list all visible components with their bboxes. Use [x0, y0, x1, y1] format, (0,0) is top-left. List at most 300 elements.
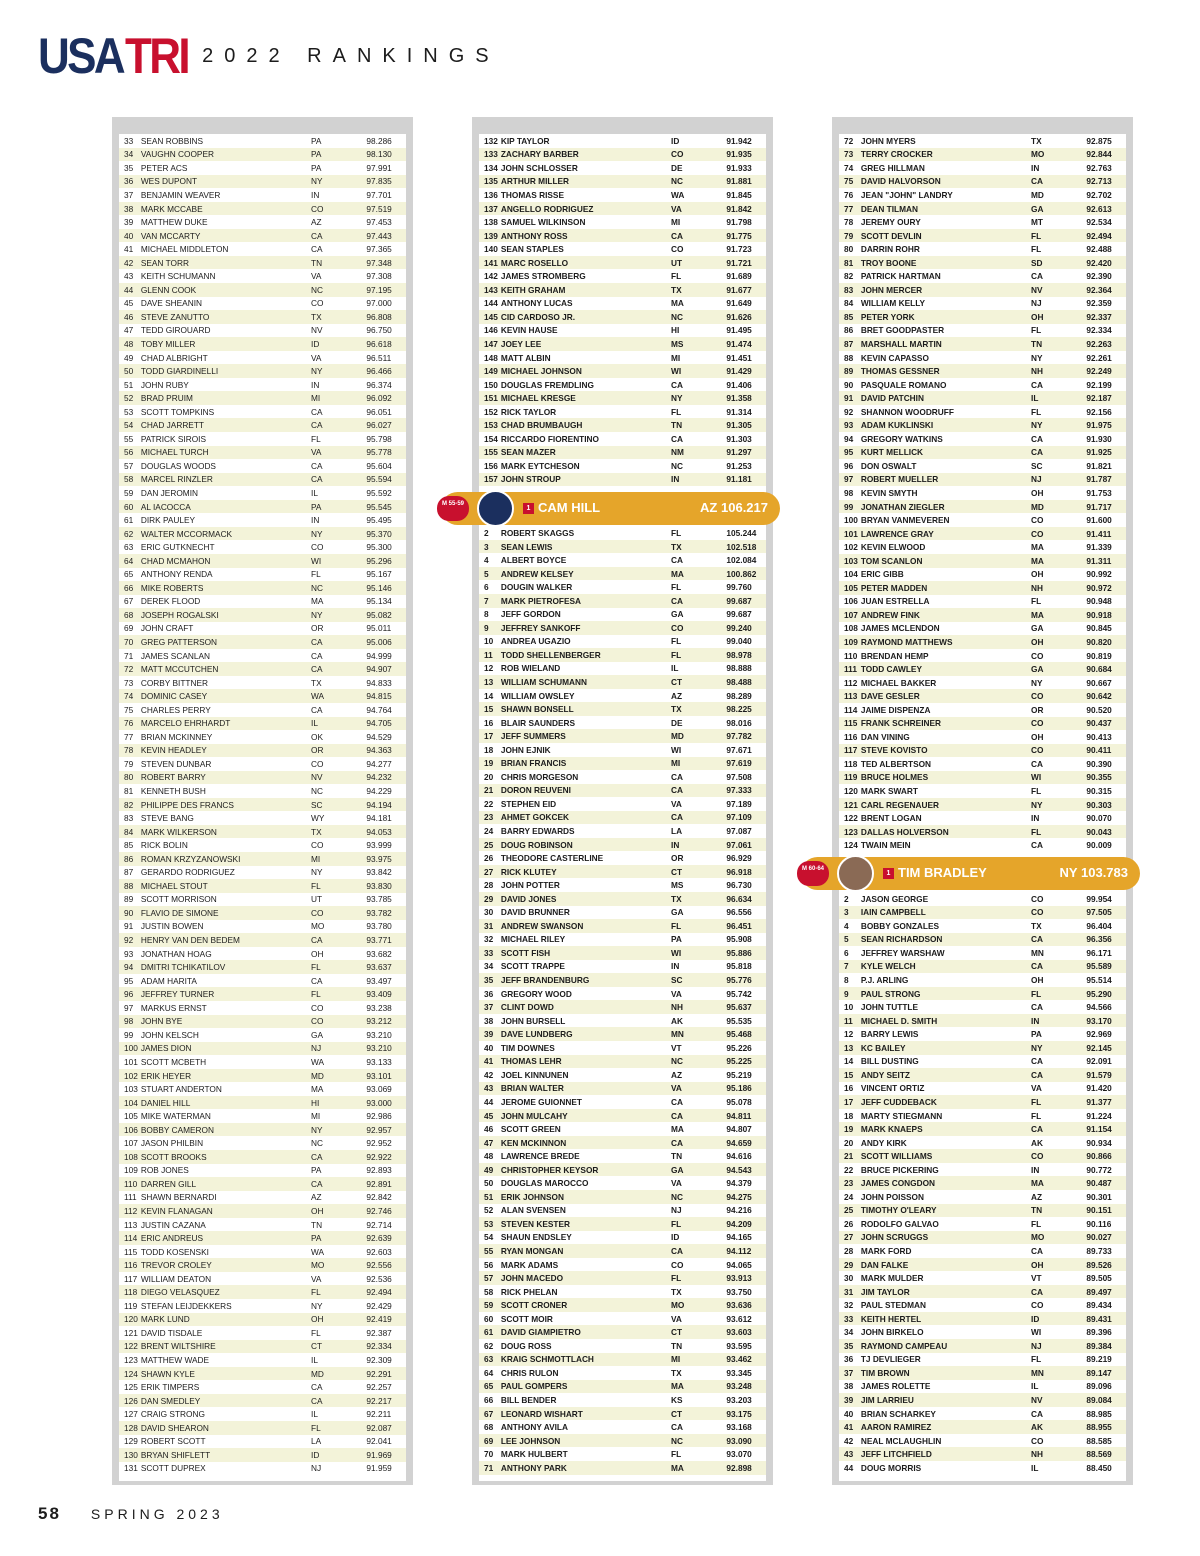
- state-cell: IN: [1031, 813, 1040, 824]
- state-cell: NY: [311, 1124, 323, 1135]
- rank-cell: 106: [124, 1124, 138, 1135]
- rank-cell: 126: [124, 1395, 138, 1406]
- rank-cell: 38: [484, 1015, 494, 1026]
- state-cell: FL: [671, 1218, 682, 1229]
- rank-cell: 85: [844, 311, 854, 322]
- name-cell: WILLIAM DEATON: [140, 1273, 212, 1284]
- name-cell: JOHN CRAFT: [140, 623, 194, 634]
- rank-cell: 4: [484, 555, 489, 566]
- ranking-row: [839, 1122, 1126, 1136]
- name-cell: ROBERT SCOTT: [140, 1436, 206, 1447]
- rank-cell: 18: [844, 1110, 854, 1121]
- state-cell: HI: [311, 1097, 320, 1108]
- state-cell: MS: [671, 338, 684, 349]
- rank-cell: 73: [844, 149, 854, 160]
- ranking-row: [119, 1285, 406, 1299]
- state-cell: MO: [311, 1260, 325, 1271]
- score-cell: 90.487: [1086, 1178, 1112, 1189]
- name-cell: JOHN SCHLOSSER: [500, 162, 578, 173]
- rank-cell: 93: [844, 420, 854, 431]
- rankings-list: [479, 526, 766, 1474]
- name-cell: CHAD ALBRIGHT: [140, 352, 208, 363]
- state-cell: UT: [311, 894, 323, 905]
- score-cell: 91.579: [1086, 1069, 1112, 1080]
- ranking-row: [119, 1123, 406, 1137]
- ranking-row: [839, 1136, 1126, 1150]
- score-cell: 93.133: [366, 1056, 392, 1067]
- rank-cell: 82: [124, 799, 134, 810]
- name-cell: BRUCE PICKERING: [860, 1164, 939, 1175]
- name-cell: GREGORY WATKINS: [860, 433, 943, 444]
- score-cell: 91.933: [726, 162, 752, 173]
- page-title: 2022 RANKINGS: [202, 44, 500, 67]
- score-cell: 92.536: [366, 1273, 392, 1284]
- name-cell: DAVID JONES: [500, 893, 557, 904]
- rank-cell: 111: [124, 1192, 137, 1203]
- state-cell: CA: [1031, 1056, 1043, 1067]
- state-cell: CO: [1031, 718, 1044, 729]
- state-cell: IN: [311, 189, 320, 200]
- state-cell: NY: [311, 176, 323, 187]
- ranking-row: [119, 1367, 406, 1381]
- state-cell: FL: [311, 1422, 321, 1433]
- ranking-row: [119, 229, 406, 243]
- name-cell: JOHN MULCAHY: [500, 1110, 568, 1121]
- ranking-row: [119, 161, 406, 175]
- name-cell: SEAN STAPLES: [500, 244, 564, 255]
- score-cell: 98.286: [366, 135, 392, 146]
- rank-cell: 28: [484, 880, 494, 891]
- ranking-row: [479, 1325, 766, 1339]
- athlete-photo: [477, 490, 514, 527]
- ranking-row: [479, 242, 766, 256]
- score-cell: 92.713: [1086, 176, 1112, 187]
- score-cell: 91.787: [1086, 474, 1112, 485]
- rank-cell: 40: [484, 1042, 494, 1053]
- rank-cell: 113: [124, 1219, 138, 1230]
- rank-cell: 42: [844, 1435, 854, 1446]
- state-cell: CO: [311, 758, 324, 769]
- name-cell: DAN JEROMIN: [140, 487, 198, 498]
- ranking-row: [119, 852, 406, 866]
- state-cell: TN: [671, 420, 683, 431]
- name-cell: MARSHALL MARTIN: [860, 338, 942, 349]
- state-cell: WA: [671, 189, 685, 200]
- state-cell: CA: [1031, 1069, 1043, 1080]
- ranking-row: [839, 892, 1126, 906]
- ranking-row: [479, 635, 766, 649]
- rank-cell: 63: [124, 542, 134, 553]
- name-cell: STEFAN LEIJDEKKERS: [140, 1300, 232, 1311]
- ranking-row: [839, 161, 1126, 175]
- rank-cell: 27: [484, 866, 494, 877]
- ranking-row: [479, 175, 766, 189]
- rank-cell: 67: [124, 596, 134, 607]
- ranking-row: [479, 608, 766, 622]
- score-cell: 93.070: [726, 1449, 752, 1460]
- score-cell: 91.429: [726, 366, 752, 377]
- state-cell: VA: [671, 1083, 682, 1094]
- rank-cell: 18: [484, 744, 494, 755]
- ranking-row: [839, 608, 1126, 622]
- ranking-row: [119, 906, 406, 920]
- score-cell: 92.145: [1086, 1042, 1112, 1053]
- ranking-row: [119, 622, 406, 636]
- state-cell: AK: [1031, 1422, 1043, 1433]
- state-cell: CO: [671, 244, 684, 255]
- rank-cell: 23: [484, 812, 494, 823]
- name-cell: JUSTIN CAZANA: [140, 1219, 206, 1230]
- score-cell: 90.411: [1086, 745, 1112, 756]
- name-cell: BILL DUSTING: [860, 1056, 919, 1067]
- ranking-row: [119, 635, 406, 649]
- score-cell: 95.798: [366, 433, 392, 444]
- state-cell: WA: [311, 691, 325, 702]
- age-group-leader-banner: [441, 492, 780, 525]
- rank-cell: 108: [124, 1151, 138, 1162]
- state-cell: GA: [311, 1029, 324, 1040]
- state-cell: CA: [1031, 1124, 1043, 1135]
- state-cell: MA: [1031, 555, 1044, 566]
- state-cell: CO: [311, 203, 324, 214]
- state-cell: ID: [671, 135, 680, 146]
- ranking-row: [479, 1339, 766, 1353]
- name-cell: KC BAILEY: [860, 1042, 906, 1053]
- name-cell: SCOTT FISH: [500, 947, 551, 958]
- age-group-leader-banner: [801, 857, 1140, 890]
- state-cell: LA: [671, 826, 683, 837]
- state-cell: WI: [311, 555, 322, 566]
- ranking-row: [839, 1000, 1126, 1014]
- ranking-row: [479, 865, 766, 879]
- rank-cell: 21: [844, 1151, 854, 1162]
- name-cell: ROMAN KRZYZANOWSKI: [140, 853, 241, 864]
- rank-cell: 90: [124, 907, 134, 918]
- state-cell: FL: [1031, 786, 1042, 797]
- name-cell: JAMES STROMBERG: [500, 271, 586, 282]
- rank-cell: 109: [844, 637, 858, 647]
- name-cell: THEODORE CASTERLINE: [500, 853, 604, 864]
- rank-cell: 30: [844, 1273, 854, 1284]
- name-cell: ERIK TIMPERS: [140, 1382, 200, 1393]
- rank-cell: 17: [484, 731, 494, 742]
- score-cell: 97.701: [366, 189, 392, 200]
- score-cell: 92.429: [366, 1300, 392, 1311]
- rank-cell: 40: [844, 1408, 854, 1419]
- ranking-row: [839, 351, 1126, 365]
- score-cell: 94.053: [366, 826, 392, 837]
- name-cell: WILLIAM KELLY: [860, 298, 926, 309]
- state-cell: TX: [311, 677, 322, 688]
- rank-cell: 50: [484, 1178, 494, 1189]
- state-cell: PA: [311, 162, 322, 173]
- score-cell: 92.534: [1086, 217, 1112, 228]
- ranking-row: [119, 1299, 406, 1313]
- ranking-row: [839, 540, 1126, 554]
- rank-cell: 66: [484, 1394, 494, 1405]
- score-cell: 90.303: [1086, 799, 1112, 810]
- score-cell: 96.634: [726, 893, 752, 904]
- rank-cell: 54: [124, 420, 134, 431]
- ranking-row: [119, 540, 406, 554]
- ranking-row: [479, 1434, 766, 1448]
- name-cell: DAVE LUNDBERG: [500, 1029, 573, 1040]
- state-cell: CO: [1031, 1435, 1044, 1446]
- state-cell: IN: [311, 515, 320, 526]
- rank-cell: 44: [844, 1462, 854, 1473]
- state-cell: CA: [671, 1110, 683, 1121]
- score-cell: 91.689: [726, 271, 752, 282]
- rank-cell: 113: [844, 691, 858, 702]
- name-cell: JOHN SCRUGGS: [860, 1232, 929, 1243]
- score-cell: 93.248: [726, 1381, 752, 1392]
- score-cell: 96.092: [366, 393, 392, 404]
- state-cell: NY: [671, 393, 683, 404]
- score-cell: 92.420: [1086, 257, 1112, 268]
- name-cell: DEAN TILMAN: [860, 203, 918, 214]
- name-cell: BRET GOODPASTER: [860, 325, 945, 336]
- rank-cell: 121: [124, 1327, 138, 1338]
- rank-cell: 81: [844, 257, 854, 268]
- state-cell: IN: [1031, 162, 1040, 173]
- state-cell: CO: [671, 1259, 684, 1270]
- rank-cell: 92: [124, 935, 134, 946]
- name-cell: JAMES CONGDON: [860, 1178, 936, 1189]
- rank-cell: 45: [124, 298, 134, 309]
- name-cell: MARK MULDER: [860, 1273, 924, 1284]
- rank-cell: 38: [124, 203, 134, 214]
- state-cell: CA: [671, 1422, 683, 1433]
- rank-cell: 111: [844, 664, 857, 675]
- ranking-row: [119, 595, 406, 609]
- state-cell: MN: [1031, 947, 1044, 958]
- ranking-row: [119, 757, 406, 771]
- name-cell: ALAN SVENSEN: [500, 1205, 566, 1216]
- name-cell: LEONARD WISHART: [500, 1408, 583, 1419]
- name-cell: MATTHEW WADE: [140, 1354, 210, 1365]
- score-cell: 93.782: [366, 907, 392, 918]
- rank-cell: 62: [124, 528, 134, 539]
- rank-cell: 42: [124, 257, 134, 268]
- score-cell: 89.434: [1086, 1300, 1112, 1311]
- score-cell: 94.543: [726, 1164, 752, 1175]
- rank-cell: 51: [124, 379, 134, 390]
- score-cell: 91.845: [726, 189, 752, 200]
- score-cell: 95.589: [1086, 961, 1112, 972]
- rank-cell: 57: [484, 1273, 494, 1284]
- rank-cell: 62: [484, 1340, 494, 1351]
- state-cell: NC: [671, 1435, 683, 1446]
- state-cell: PA: [1031, 1029, 1042, 1040]
- score-cell: 92.746: [366, 1205, 392, 1216]
- ranking-row: [839, 1082, 1126, 1096]
- ranking-row: [479, 202, 766, 216]
- name-cell: IAIN CAMPBELL: [860, 907, 926, 918]
- score-cell: 91.959: [366, 1463, 392, 1474]
- state-cell: UT: [671, 257, 683, 268]
- score-cell: 93.637: [366, 962, 392, 973]
- state-cell: SC: [311, 799, 323, 810]
- score-cell: 93.636: [726, 1300, 752, 1311]
- rank-cell: 35: [844, 1340, 854, 1351]
- rank-cell: 87: [844, 338, 854, 349]
- score-cell: 92.334: [366, 1341, 392, 1352]
- ranking-row: [839, 757, 1126, 771]
- state-cell: NH: [1031, 1449, 1043, 1460]
- rank-cell: 20: [484, 771, 494, 782]
- state-cell: CO: [1031, 1151, 1044, 1162]
- ranking-row: [839, 215, 1126, 229]
- name-cell: MARCELO EHRHARDT: [140, 718, 231, 729]
- name-cell: JOHN KELSCH: [140, 1029, 199, 1040]
- score-cell: 91.411: [1086, 528, 1112, 539]
- name-cell: TIM DOWNES: [500, 1042, 555, 1053]
- score-cell: 97.308: [366, 271, 392, 282]
- state-cell: MA: [311, 1084, 324, 1095]
- ranking-row: [479, 1285, 766, 1299]
- ranking-row: [839, 175, 1126, 189]
- ranking-row: [839, 1163, 1126, 1177]
- ranking-row: [479, 364, 766, 378]
- rank-cell: 15: [844, 1069, 854, 1080]
- score-cell: 90.667: [1086, 677, 1112, 688]
- state-cell: WA: [311, 1246, 325, 1257]
- score-cell: 88.450: [1086, 1462, 1112, 1473]
- name-cell: ANTHONY RENDA: [140, 569, 213, 580]
- state-cell: NC: [311, 1138, 323, 1149]
- score-cell: 93.203: [726, 1394, 752, 1405]
- ranking-row: [119, 1448, 406, 1462]
- name-cell: ARTHUR MILLER: [500, 176, 570, 187]
- state-cell: VA: [671, 988, 682, 999]
- name-cell: CHRIS RULON: [500, 1367, 559, 1378]
- ranking-row: [119, 974, 406, 988]
- score-cell: 96.750: [366, 325, 392, 336]
- rank-cell: 27: [844, 1232, 854, 1243]
- state-cell: MN: [1031, 1367, 1044, 1378]
- name-cell: JAMES SCANLAN: [140, 650, 210, 661]
- name-cell: AL IACOCCA: [140, 501, 191, 512]
- score-cell: 95.604: [366, 460, 392, 471]
- ranking-row: [839, 1149, 1126, 1163]
- state-cell: CO: [311, 542, 324, 553]
- state-cell: FL: [671, 636, 682, 647]
- leader-state-score: [700, 500, 768, 515]
- score-cell: 91.723: [726, 244, 752, 255]
- rank-cell: 93: [124, 948, 134, 959]
- rank-cell: 34: [484, 961, 494, 972]
- rank-cell: 12: [844, 1029, 854, 1040]
- score-cell: 89.497: [1086, 1286, 1112, 1297]
- score-cell: 91.358: [726, 393, 752, 404]
- rank-cell: 31: [844, 1286, 854, 1297]
- score-cell: 91.649: [726, 298, 752, 309]
- score-cell: 95.545: [366, 501, 392, 512]
- state-cell: GA: [671, 1164, 684, 1175]
- state-cell: OH: [1031, 731, 1044, 742]
- ranking-row: [119, 825, 406, 839]
- ranking-row: [839, 1109, 1126, 1123]
- state-cell: AZ: [671, 1069, 683, 1080]
- score-cell: 94.659: [726, 1137, 752, 1148]
- state-cell: AK: [1031, 1137, 1043, 1148]
- state-cell: OH: [311, 1205, 324, 1216]
- ranking-row: [119, 1394, 406, 1408]
- rank-cell: 44: [484, 1096, 494, 1107]
- rank-cell: 115: [124, 1246, 138, 1257]
- name-cell: SCOTT TOMPKINS: [140, 406, 215, 417]
- usatri-logo-tri: TRI: [124, 28, 188, 84]
- score-cell: 91.224: [1086, 1110, 1112, 1121]
- ranking-row: [839, 595, 1126, 609]
- rank-cell: 69: [484, 1435, 494, 1446]
- name-cell: AARON RAMIREZ: [860, 1422, 932, 1433]
- name-cell: BOBBY CAMERON: [140, 1124, 214, 1135]
- rank-cell: 34: [844, 1327, 854, 1338]
- ranking-row: [839, 1461, 1126, 1475]
- state-cell: GA: [671, 907, 684, 918]
- rank-cell: 120: [124, 1314, 138, 1325]
- leader-score: 103.783: [1081, 865, 1128, 880]
- score-cell: 92.875: [1086, 135, 1112, 146]
- name-cell: STEVE ZANUTTO: [140, 311, 210, 322]
- name-cell: PETER YORK: [860, 311, 915, 322]
- ranking-row: [119, 947, 406, 961]
- name-cell: NEAL MCLAUGHLIN: [860, 1435, 942, 1446]
- name-cell: DIRK PAULEY: [140, 515, 196, 526]
- ranking-row: [479, 229, 766, 243]
- state-cell: CO: [1031, 528, 1044, 539]
- rank-cell: 24: [844, 1191, 854, 1202]
- ranking-row: [839, 1231, 1126, 1245]
- rank-cell: 101: [844, 528, 858, 539]
- name-cell: JEREMY OURY: [860, 217, 921, 228]
- name-cell: JOEY LEE: [500, 338, 542, 349]
- rank-cell: 35: [124, 162, 134, 173]
- state-cell: NY: [311, 609, 323, 620]
- score-cell: 92.419: [366, 1314, 392, 1325]
- ranking-row: [839, 581, 1126, 595]
- name-cell: KEVIN HEADLEY: [140, 745, 207, 756]
- score-cell: 94.112: [726, 1245, 752, 1256]
- ranking-row: [119, 771, 406, 785]
- page-header: [38, 30, 500, 82]
- name-cell: TIM BROWN: [860, 1367, 910, 1378]
- rank-cell: 11: [484, 649, 493, 660]
- name-cell: SCOTT MCBETH: [140, 1056, 207, 1067]
- ranking-row: [479, 797, 766, 811]
- rank-cell: 117: [124, 1273, 138, 1284]
- score-cell: 95.592: [366, 487, 392, 498]
- state-cell: CO: [1031, 745, 1044, 756]
- state-cell: CA: [1031, 447, 1043, 458]
- state-cell: FL: [311, 1327, 321, 1338]
- state-cell: CA: [671, 555, 683, 566]
- score-cell: 95.296: [366, 555, 392, 566]
- rank-cell: 146: [484, 325, 498, 336]
- state-cell: CO: [311, 1016, 324, 1027]
- ranking-row: [119, 1191, 406, 1205]
- ranking-row: [479, 811, 766, 825]
- rank-cell: 89: [124, 894, 134, 905]
- score-cell: 92.898: [726, 1462, 752, 1473]
- name-cell: SCOTT WILLIAMS: [860, 1151, 933, 1162]
- rank-cell: 91: [124, 921, 134, 932]
- score-cell: 90.301: [1086, 1191, 1112, 1202]
- name-cell: ROB JONES: [140, 1165, 189, 1176]
- ranking-row: [119, 1028, 406, 1042]
- ranking-row: [839, 1055, 1126, 1069]
